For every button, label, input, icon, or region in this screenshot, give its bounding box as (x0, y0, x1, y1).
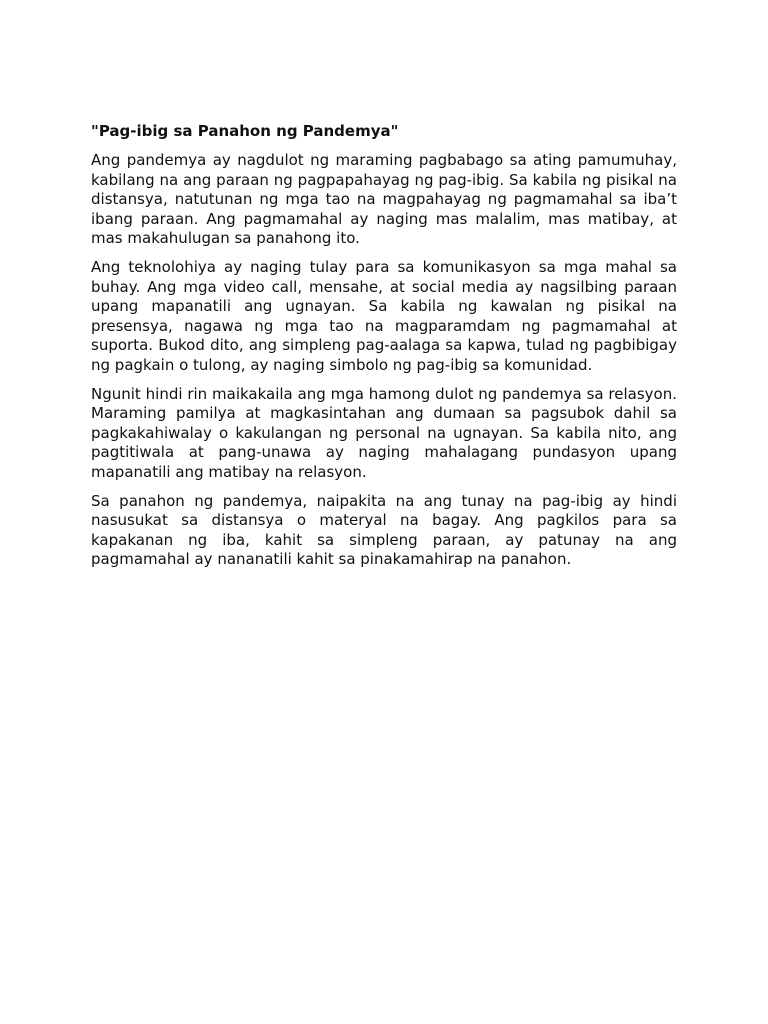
document-title: "Pag-ibig sa Panahon ng Pandemya" (91, 122, 399, 140)
paragraph-4: Sa panahon ng pandemya, naipakita na ang tunay na pag-ibig ay hindi nasusukat sa distansya o materyal na bagay. Ang pagkilos para sa kapakanan ng iba, kahit sa simpleng paraan, ay patunay na ang pagmamahal ay nananatili kahit sa pinakamahirap na panahon. (91, 491, 677, 569)
paragraph-3: Ngunit hindi rin maikakaila ang mga hamong dulot ng pandemya sa relasyon. Maraming pamilya at magkasintahan ang dumaan sa pagsubok dahil sa pagkakahiwalay o kakulangan ng personal na ugnayan. Sa kabila nito, ang pagtitiwala at pang-unawa ay naging mahalagang pundasyon upang mapanatili ang matibay na relasyon. (91, 384, 677, 481)
document-body (91, 121, 677, 579)
paragraph-1: Ang pandemya ay nagdulot ng maraming pagbabago sa ating pamumuhay, kabilang na ang paraan ng pagpapahayag ng pag-ibig. Sa kabila ng pisikal na distansya, natutunan ng mga tao na magpahayag ng pagmamahal sa iba’t ibang paraan. Ang pagmamahal ay naging mas malalim, mas matibay, at mas makahulugan sa panahong ito. (91, 151, 677, 248)
paragraph-2: Ang teknolohiya ay naging tulay para sa komunikasyon sa mga mahal sa buhay. Ang mga video call, mensahe, at social media ay nagsilbing paraan upang mapanatili ang ugnayan. Sa kabila ng kawalan ng pisikal na presensya, nagawa ng mga tao na magparamdam ng pagmamahal at suporta. Bukod dito, ang simpleng pag-aalaga sa kapwa, tulad ng pagbibigay ng pagkain o tulong, ay naging simbolo ng pag-ibig sa komunidad. (91, 257, 677, 374)
